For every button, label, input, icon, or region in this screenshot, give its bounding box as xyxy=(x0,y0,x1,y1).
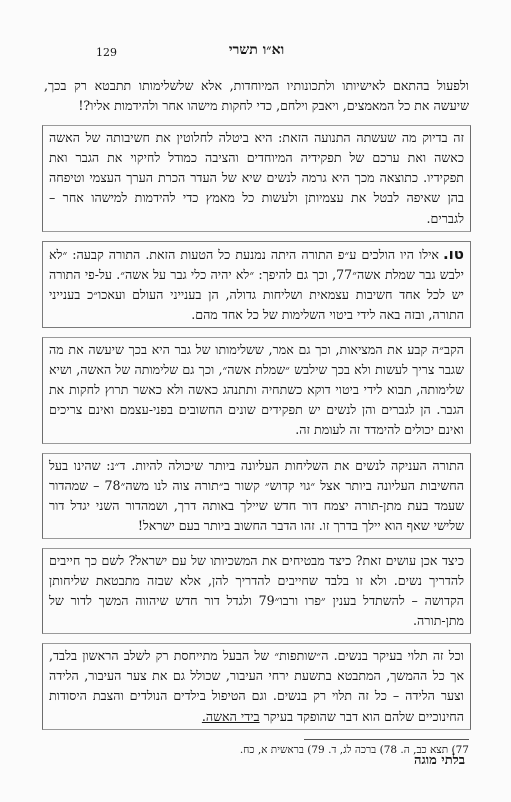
section-letter: טו. xyxy=(442,244,464,263)
running-title: וא״ו תשרי xyxy=(228,42,285,58)
paragraph-2: זה בדיוק מה שעשתה התנועה הזאת: היא ביטלה לחלוטין את חשיבותה של האשה כאשה ואת ערכם של תפקידיה המיוחדים והציבה כמודל לחיקוי את הגבר ואת תפקידיו. כתוצאה מכך היא גרמה לנשים שיא של העדר הכרת הערך העצמי וטיפחה בהן שאיפה לבטל את עצמיותן ולעשות כל מאמץ כדי להידמות למישהו אחר – לגברים. xyxy=(42,125,471,231)
footer-label: בלתי מוגה xyxy=(413,753,465,768)
paragraph-3-text: אילו היו הולכים ע״פ התורה היתה נמנעת כל הטעות הזאת. התורה קבעה: ״לא ילבש גבר שמלת אשה״77, וכך גם להיפך: ״לא יהיה כלי גבר על אשה״. על-פי התורה יש לכל אחד חשיבות עצמאית ושליחות גדולה, הן בענייני העולם ועאכו״כ בענייני התורה, ובזה באה לידי ביטוי השלימות של כל אחד מהם. xyxy=(49,246,464,322)
paragraph-1: ולפעול בהתאם לאישיותו ולתכונותיו המיוחדות, אלא שלשלימותו תתבטא רק בכך, שיעשה את כל המאמצים, ויאבק וילחם, כדי לחקות מישהו אחר ולהידמות אליו?! xyxy=(44,78,469,114)
page-number: 129 xyxy=(96,46,117,59)
footnotes: 77) תצא כב, ה. 78) ברכה לג, ד. 79) בראשית א, כח. xyxy=(239,743,469,756)
page-header xyxy=(44,42,469,66)
paragraph-6: כיצד אכן עושים זאת? כיצד מבטיחים את המשכיותו של עם ישראל? לשם כך חייבים להדריך נשים. ולא זו בלבד שחייבים להדריך להן, אלא שבזה מתבטאת שליחותן הקדושה – להשתדל בענין ״פרו ורבו״79 ולגדל דור חדש שיהווה המשך לדור של מתן-תורה. xyxy=(42,548,471,634)
paragraph-7-text: וכל זה תלוי בעיקר בנשים. ה״שותפות״ של הבעל מתייחסת רק לשלב הראשון בלבד, אך כל ההמשך, המתבטא בתשעת ירחי העיבור, שכולל גם את צער העיבור, הלידה וצער הלידה – כל זה תלוי רק בנשים. וגם הטיפול בילדים הנולדים והצבת היסודות החינוכיים שלהם הוא דבר שהופקד בעיקר בידי האשה. xyxy=(49,648,464,724)
paragraph-3 xyxy=(42,241,471,328)
paragraph-5: התורה העניקה לנשים את השליחות העליונה ביותר שיכולה להיות. ד״נ: שהינו בעל החשיבות העליונה ביותר אצל ״גוי קדוש״ קשור ב״תורה צוה לנו משה״78 – שמהדור שעמד בעת מתן-תורה יצמח דור חדש שיילך באותה דרך, ושמהדור השני יגדל דור שלישי שאף הוא יילך בדרך זו. זהו הדבר החשוב ביותר בעם ישראל! xyxy=(42,453,471,539)
footnote-divider xyxy=(304,739,469,740)
underlined-phrase: בידי האשה. xyxy=(201,708,260,724)
paragraph-4: הקב״ה קבע את המציאות, וכך גם אמר, ששלימותו של גבר היא בכך שיעשה את מה שגבר צריך לעשות ולא בכך שילבש ״שמלת אשה״, וכך גם שלימותה של האשה, ושיא שלימותה, תבוא לידי ביטוי דוקא כשתחיה ותתנהג כאשה ולא כאשר תרוץ לחקות את הגבר. הן לגברים והן לנשים יש תפקידים שונים החשובים בפני-עצמם ואינם צריכים ואינם יכולים להימדד זה לעומת זה. xyxy=(42,337,471,443)
paragraph-7 xyxy=(42,643,471,729)
